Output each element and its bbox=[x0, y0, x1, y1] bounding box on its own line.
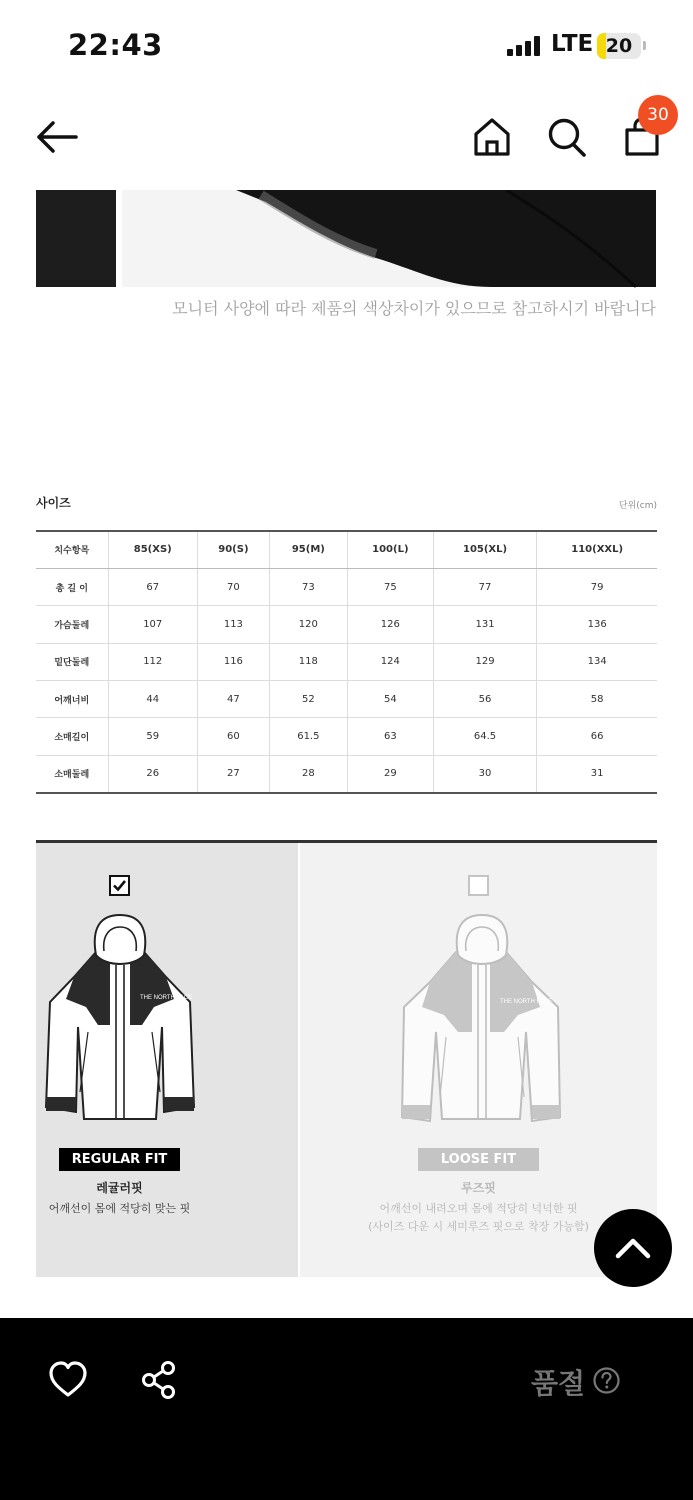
jacket-regular-illustration bbox=[36, 907, 206, 1127]
cart-count-badge: 30 bbox=[638, 95, 678, 135]
regular-fit-badge: REGULAR FIT bbox=[59, 1148, 180, 1171]
table-column-header: 85(XS) bbox=[108, 531, 197, 568]
table-cell: 58 bbox=[537, 681, 657, 718]
table-cell: 107 bbox=[108, 606, 197, 643]
chevron-up-icon bbox=[594, 1209, 672, 1287]
table-cell: 73 bbox=[269, 568, 347, 605]
search-icon bbox=[547, 116, 587, 158]
search-button[interactable] bbox=[547, 116, 587, 158]
table-row bbox=[36, 755, 657, 792]
battery-level: 20 bbox=[605, 35, 633, 57]
table-cell: 60 bbox=[197, 718, 269, 755]
fit-comparison bbox=[36, 840, 657, 1277]
loose-fit-name: 루즈핏 bbox=[461, 1181, 496, 1195]
regular-jacket-logo: THE NORTH FACE bbox=[140, 995, 193, 1001]
battery-cap bbox=[643, 41, 646, 50]
table-row bbox=[36, 606, 657, 643]
table-cell: 63 bbox=[347, 718, 433, 755]
table-row-label: 가슴둘레 bbox=[36, 606, 108, 643]
table-cell: 129 bbox=[433, 643, 537, 680]
table-cell: 31 bbox=[537, 755, 657, 792]
unchecked-checkbox-icon bbox=[468, 875, 489, 896]
scroll-top-button[interactable] bbox=[594, 1209, 672, 1287]
table-cell: 118 bbox=[269, 643, 347, 680]
like-button[interactable] bbox=[47, 1360, 89, 1400]
table-cell: 52 bbox=[269, 681, 347, 718]
table-header-label: 치수항목 bbox=[36, 531, 108, 568]
table-column-header: 90(S) bbox=[197, 531, 269, 568]
size-table bbox=[36, 530, 657, 794]
color-notice: 모니터 사양에 따라 제품의 색상차이가 있으므로 참고하시기 바랍니다 bbox=[172, 299, 656, 318]
top-nav bbox=[0, 92, 693, 188]
table-row-label: 어깨너비 bbox=[36, 681, 108, 718]
table-row bbox=[36, 681, 657, 718]
table-row-label: 소매길이 bbox=[36, 718, 108, 755]
table-cell: 30 bbox=[433, 755, 537, 792]
home-button[interactable] bbox=[472, 116, 512, 158]
loose-fit-desc-note: (사이즈 다운 시 세미루즈 핏으로 착장 가능함) bbox=[368, 1220, 589, 1233]
table-row-label: 소매둘레 bbox=[36, 755, 108, 792]
regular-fit-desc: 어깨선이 몸에 적당히 맞는 핏 bbox=[48, 1202, 191, 1215]
table-cell: 134 bbox=[537, 643, 657, 680]
size-chart-title bbox=[36, 494, 71, 511]
table-cell: 70 bbox=[197, 568, 269, 605]
signal-icon bbox=[507, 36, 543, 56]
table-column-header: 110(XXL) bbox=[537, 531, 657, 568]
bottom-action-bar bbox=[0, 1318, 693, 1500]
table-cell: 28 bbox=[269, 755, 347, 792]
table-row-label: 밑단둘레 bbox=[36, 643, 108, 680]
table-cell: 75 bbox=[347, 568, 433, 605]
arrow-left-icon bbox=[34, 118, 80, 156]
size-chart-title-text: 사이즈 bbox=[36, 496, 71, 510]
loose-jacket-logo: THE NORTH FACE bbox=[500, 999, 553, 1005]
share-button[interactable] bbox=[139, 1359, 179, 1401]
table-column-header: 95(M) bbox=[269, 531, 347, 568]
status-time: 22:43 bbox=[68, 28, 163, 62]
home-icon bbox=[472, 116, 512, 158]
product-image bbox=[36, 190, 656, 288]
table-cell: 124 bbox=[347, 643, 433, 680]
table-cell: 113 bbox=[197, 606, 269, 643]
table-cell: 120 bbox=[269, 606, 347, 643]
sold-out-label: 품절 bbox=[531, 1367, 586, 1400]
table-cell: 54 bbox=[347, 681, 433, 718]
checked-checkbox-icon bbox=[109, 875, 130, 896]
loose-fit-desc: 어깨선이 내려오며 몸에 적당히 넉넉한 핏 bbox=[379, 1202, 578, 1215]
table-cell: 59 bbox=[108, 718, 197, 755]
battery-icon bbox=[597, 33, 641, 59]
table-cell: 27 bbox=[197, 755, 269, 792]
network-type: LTE bbox=[551, 31, 594, 57]
question-circle-icon[interactable] bbox=[593, 1367, 620, 1394]
table-row bbox=[36, 718, 657, 755]
size-unit: 단위(cm) bbox=[618, 501, 657, 511]
table-cell: 47 bbox=[197, 681, 269, 718]
table-cell: 77 bbox=[433, 568, 537, 605]
table-cell: 56 bbox=[433, 681, 537, 718]
table-row bbox=[36, 568, 657, 605]
regular-fit-name: 레귤러핏 bbox=[96, 1181, 143, 1195]
table-cell: 66 bbox=[537, 718, 657, 755]
jacket-loose-illustration bbox=[396, 907, 566, 1127]
table-cell: 67 bbox=[108, 568, 197, 605]
table-cell: 126 bbox=[347, 606, 433, 643]
table-cell: 44 bbox=[108, 681, 197, 718]
table-cell: 131 bbox=[433, 606, 537, 643]
table-column-header: 105(XL) bbox=[433, 531, 537, 568]
heart-icon bbox=[47, 1360, 89, 1400]
table-cell: 79 bbox=[537, 568, 657, 605]
table-row-label: 총 길 이 bbox=[36, 568, 108, 605]
table-row bbox=[36, 643, 657, 680]
table-cell: 29 bbox=[347, 755, 433, 792]
table-cell: 112 bbox=[108, 643, 197, 680]
table-cell: 136 bbox=[537, 606, 657, 643]
regular-fit-panel bbox=[36, 843, 299, 1277]
table-cell: 116 bbox=[197, 643, 269, 680]
table-cell: 26 bbox=[108, 755, 197, 792]
table-header-row bbox=[36, 531, 657, 568]
table-column-header: 100(L) bbox=[347, 531, 433, 568]
status-bar bbox=[0, 0, 693, 92]
table-cell: 64.5 bbox=[433, 718, 537, 755]
share-icon bbox=[139, 1359, 179, 1401]
loose-fit-badge: LOOSE FIT bbox=[418, 1148, 539, 1171]
back-button[interactable] bbox=[34, 118, 80, 156]
table-cell: 61.5 bbox=[269, 718, 347, 755]
